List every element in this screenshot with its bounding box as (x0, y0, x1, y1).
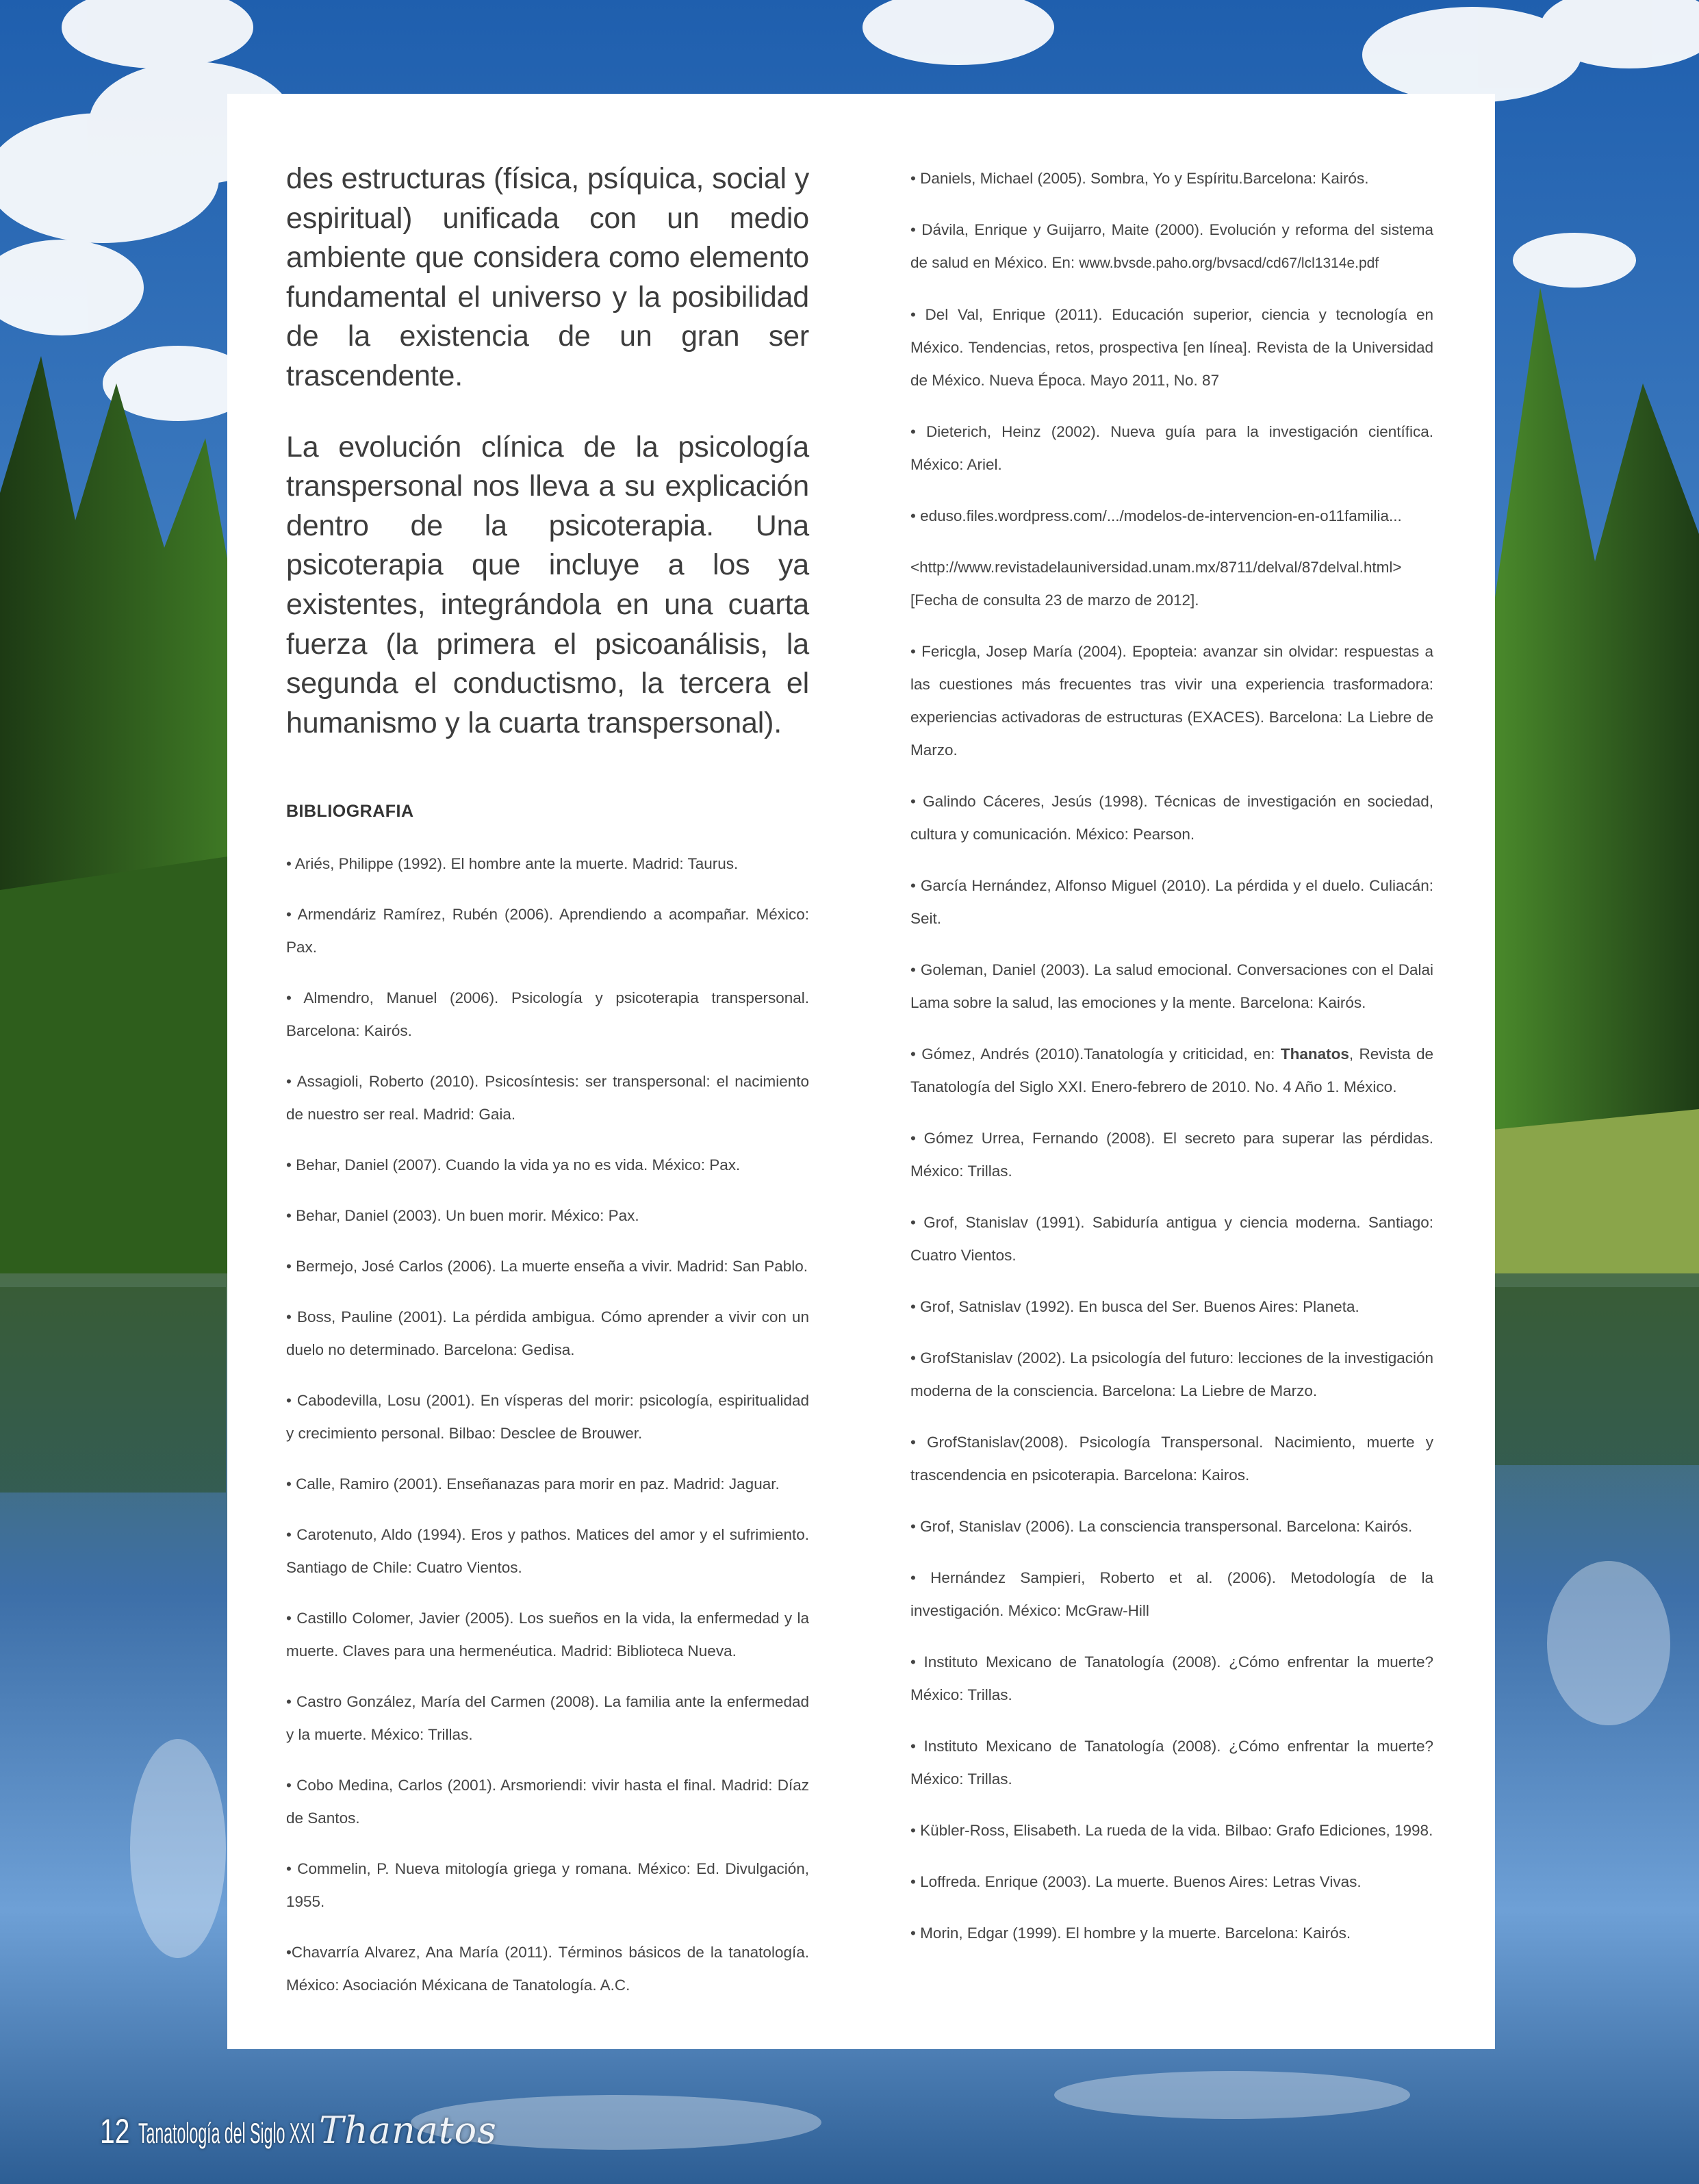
reference-item: • Cabodevilla, Losu (2001). En vísperas del morir: psicología, espiritualidad y crecimiento personal. Bilbao: Desclee de Brouwer. (286, 1392, 809, 1443)
reference-item: • Instituto Mexicano de Tanatología (2008). ¿Cómo enfrentar la muerte? México: Trillas. (910, 1738, 1433, 1788)
reference-item: • Castillo Colomer, Javier (2005). Los sueños en la vida, la enfermedad y la muerte. Claves para una hermenéutica. Madrid: Biblioteca Nueva. (286, 1610, 809, 1660)
reference-item: • GrofStanislav (2002). La psicología del futuro: lecciones de la investigación moderna de la consciencia. Barcelona: La Liebre de Marzo. (910, 1349, 1433, 1399)
reference-item: • Gómez Urrea, Fernando (2008). El secreto para superar las pérdidas. México: Trillas. (910, 1130, 1433, 1180)
page-number: 12 (100, 2112, 130, 2150)
reference-item: • Galindo Cáceres, Jesús (1998). Técnicas de investigación en sociedad, cultura y comunicación. México: Pearson. (910, 793, 1433, 843)
magazine-name: Tanatología del Siglo XXI (138, 2117, 315, 2149)
left-column (286, 160, 809, 2020)
reference-item: • Armendáriz Ramírez, Rubén (2006). Aprendiendo a acompañar. México: Pax. (286, 906, 809, 956)
reference-item: • Cobo Medina, Carlos (2001). Arsmoriendi: vivir hasta el final. Madrid: Díaz de Santos. (286, 1777, 809, 1827)
article-panel (227, 94, 1495, 2049)
reference-item: • Carotenuto, Aldo (1994). Eros y pathos. Matices del amor y el sufrimiento. Santiago de Chile: Cuatro Vientos. (286, 1526, 809, 1577)
reference-item: • Kübler-Ross, Elisabeth. La rueda de la vida. Bilbao: Grafo Ediciones, 1998. (910, 1822, 1433, 1839)
bibliography-list-right (910, 162, 1433, 1950)
brand-logo: Thanatos (318, 2109, 497, 2152)
reference-item: • Hernández Sampieri, Roberto et al. (2006). Metodología de la investigación. México: McGraw-Hill (910, 1569, 1433, 1619)
reference-item: • Bermejo, José Carlos (2006). La muerte enseña a vivir. Madrid: San Pablo. (286, 1258, 808, 1275)
reference-item: • Almendro, Manuel (2006). Psicología y psicoterapia transpersonal. Barcelona: Kairós. (286, 989, 809, 1040)
article-paragraph: des estructuras (física, psíquica, social y espiritual) unificada con un medio ambiente que considera como elemento fundamental el universo y la posibilidad de la existencia de un gran ser trascendente. (286, 162, 809, 392)
reference-text: , Revista de Tanatología del Siglo XXI. Enero-febrero de 2010. No. 4 Año 1. México. (910, 1045, 1433, 1095)
reference-item: • Goleman, Daniel (2003). La salud emocional. Conversaciones con el Dalai Lama sobre la salud, las emociones y la mente. Barcelona: Kairós. (910, 961, 1433, 1011)
bibliography-list-left (286, 848, 809, 2002)
reference-url: www.bvsde.paho.org/bvsacd/cd67/lcl1314e.pdf (1079, 255, 1379, 271)
reference-item: • Commelin, P. Nueva mitología griega y romana. México: Ed. Divulgación, 1955. (286, 1860, 809, 1911)
reference-item: • Grof, Satnislav (1992). En busca del Ser. Buenos Aires: Planeta. (910, 1298, 1359, 1315)
page-footer (100, 2109, 497, 2163)
reference-item: • Morin, Edgar (1999). El hombre y la muerte. Barcelona: Kairós. (910, 1925, 1351, 1942)
right-column (910, 162, 1433, 1968)
reference-text: • Gómez, Andrés (2010).Tanatología y criticidad, en: (910, 1045, 1275, 1063)
reference-item: • Instituto Mexicano de Tanatología (2008). ¿Cómo enfrentar la muerte? México: Trillas. (910, 1653, 1433, 1703)
reference-item: • García Hernández, Alfonso Miguel (2010). La pérdida y el duelo. Culiacán: Seit. (910, 877, 1433, 927)
reference-item: • Behar, Daniel (2003). Un buen morir. México: Pax. (286, 1207, 639, 1225)
reference-item: • GrofStanislav(2008). Psicología Transpersonal. Nacimiento, muerte y trascendencia en psicoterapia. Barcelona: Kairos. (910, 1434, 1433, 1484)
bibliography-heading: BIBLIOGRAFIA (286, 802, 414, 822)
journal-name: Thanatos (1280, 1045, 1349, 1063)
reference-item: •Chavarría Alvarez, Ana María (2011). Términos básicos de la tanatología. México: Asociación Méxicana de Tanatología. A.C. (286, 1944, 809, 1994)
reference-item: • Calle, Ramiro (2001). Enseñanazas para morir en paz. Madrid: Jaguar. (286, 1475, 780, 1493)
reference-item: • Grof, Stanislav (1991). Sabiduría antigua y ciencia moderna. Santiago: Cuatro Vientos. (910, 1214, 1433, 1264)
reference-item: • Boss, Pauline (2001). La pérdida ambigua. Cómo aprender a vivir con un duelo no determinado. Barcelona: Gedisa. (286, 1308, 809, 1359)
reference-text: • Dávila, Enrique y Guijarro, Maite (2000). Evolución y reforma del sistema de salud en México. En: (910, 221, 1433, 271)
reference-item: <http://www.revistadelauniversidad.unam.mx/8711/delval/87delval.html> [Fecha de consulta 23 de marzo de 2012]. (910, 559, 1402, 609)
reference-item: • Grof, Stanislav (2006). La consciencia transpersonal. Barcelona: Kairós. (910, 1518, 1413, 1535)
reference-item: • Loffreda. Enrique (2003). La muerte. Buenos Aires: Letras Vivas. (910, 1873, 1362, 1890)
reference-item: • Dieterich, Heinz (2002). Nueva guía para la investigación científica. México: Ariel. (910, 423, 1433, 473)
reference-item: • Fericgla, Josep María (2004). Epopteia: avanzar sin olvidar: respuestas a las cuestiones más frecuentes tras vivir una experiencia trasformadora: experiencias activadoras de estructuras (EXACES). Barcelona: La Liebre de Marzo. (910, 643, 1433, 759)
reference-item: • Assagioli, Roberto (2010). Psicosíntesis: ser transpersonal: el nacimiento de nuestro ser real. Madrid: Gaia. (286, 1073, 809, 1123)
reference-item (910, 214, 1433, 280)
reference-item (910, 1038, 1433, 1104)
article-paragraph: La evolución clínica de la psicología transpersonal nos lleva a su explicación dentro de la psicoterapia. Una psicoterapia que incluye a los ya existentes, integrándola en una cuarta fuerza (la primera el psicoanálisis, la segunda el conductismo, la tercera el humanismo y la cuarta transpersonal). (286, 430, 809, 739)
reference-item: • eduso.files.wordpress.com/.../modelos-de-intervencion-en-o11familia... (910, 507, 1402, 524)
reference-item: • Behar, Daniel (2007). Cuando la vida ya no es vida. México: Pax. (286, 1156, 741, 1174)
reference-item: • Ariés, Philippe (1992). El hombre ante la muerte. Madrid: Taurus. (286, 855, 739, 873)
reference-item: • Castro González, María del Carmen (2008). La familia ante la enfermedad y la muerte. México: Trillas. (286, 1693, 809, 1744)
reference-item: • Daniels, Michael (2005). Sombra, Yo y Espíritu.Barcelona: Kairós. (910, 170, 1369, 187)
reference-item: • Del Val, Enrique (2011). Educación superior, ciencia y tecnología en México. Tendencias, retos, prospectiva [en línea]. Revista de la Universidad de México. Nueva Época. Mayo 2011, No. 87 (910, 306, 1433, 389)
